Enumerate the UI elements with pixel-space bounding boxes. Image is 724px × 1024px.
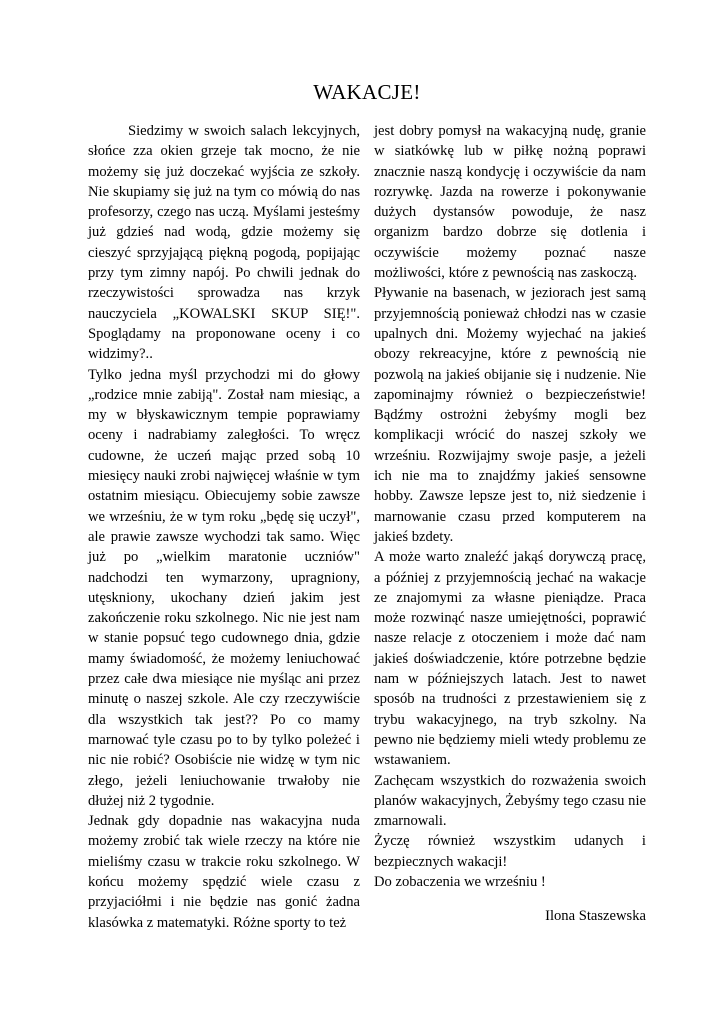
paragraph: jest dobry pomysł na wakacyjną nudę, granie w siatkówkę lub w piłkę nożną poprawi znacznie naszą kondycję i oczywiście da nam rozrywkę. Jazda na rowerze i pokonywanie dużych dystansów powoduje, że nasz organizm bardzo dobrze się dotlenia i oczywiście możemy poznać nasze możliwości, które z pewnością nas zaskoczą.: [374, 123, 646, 282]
paragraph: Zachęcam wszystkich do rozważenia swoich planów wakacyjnych, Żebyśmy tego czasu nie zmarnowali.: [374, 772, 646, 830]
article-title: WAKACJE!: [313, 80, 421, 104]
right-column: [374, 121, 646, 927]
paragraph: A może warto znaleźć jakąś dorywczą pracę, a później z przyjemnością jechać na wakacje ze znajomymi za własne pieniądze. Praca może rozwinąć nasze umiejętności, poprawić nasze relacje z otoczeniem i może dać nam jakieś doświadczenie, które potrzebne będzie nam w późniejszych latach. Jest to nawet sposób na trudności z przestawieniem się z trybu wakacyjnego, na tryb szkolny. Na pewno nie będziemy mieli wtedy problemu ze wstawaniem.: [374, 549, 646, 769]
paragraph: Tylko jedna myśl przychodzi mi do głowy „rodzice mnie zabiją". Został nam miesiąc, a my w błyskawicznym tempie poprawiamy oceny i nadrabiamy zaległości. To wręcz cudowne, że uczeń mając przed sobą 10 miesięcy nauki zrobi najwięcej właśnie w tym ostatnim miesiącu. Obiecujemy sobie zawsze we wrześniu, że w tym roku „będę się uczył", ale prawie zawsze wychodzi tak samo. Więc już po „wielkim maratonie uczniów" nadchodzi ten wymarzony, upragniony, utęskniony, ukochany dzień jakim jest zakończenie roku szkolnego. Nic nie jest nam w stanie popsuć tego cudownego dnia, gdzie mamy świadomość, że możemy leniuchować przez całe dwa miesiące nie myśląc ani przez minutę o naszej szkole. Ale czy rzeczywiście dla wszystkich tak jest?? Po co mamy marnować tyle czasu po to by tylko poleżeć i nic nie robić? Osobiście nie widzę w tym nic złego, jeżeli leniuchowanie trwałoby nie dłużej niż 2 tygodnie.: [88, 366, 360, 809]
paragraph: Pływanie na basenach, w jeziorach jest samą przyjemnością ponieważ chłodzi nas w czasie upalnych dni. Możemy wyjechać na jakieś obozy rekreacyjne, które z pewnością nie pozwolą na jakieś obijanie się i nudzenie. Nie zapominajmy również o bezpieczeństwie! Bądźmy ostrożni żebyśmy mogli bez komplikacji wrócić do naszej szkoły we wrześniu. Rozwijajmy swoje pasje, a jeżeli ich nie ma to znajdźmy jakieś sensowne hobby. Zawsze lepsze jest to, niż siedzenie i marnowanie czasu przed komputerem na jakieś bzdety.: [374, 285, 646, 545]
author-signature: Ilona Staszewska: [545, 908, 646, 925]
paragraph: Życzę również wszystkim udanych i bezpiecznych wakacji!: [374, 833, 646, 870]
paragraph: Jednak gdy dopadnie nas wakacyjna nuda możemy zrobić tak wiele rzeczy na które nie mieliśmy czasu w trakcie roku szkolnego. W końcu możemy spędzić wiele czasu z przyjaciółmi i nie będzie nas gonić żadna klasówka z matematyki. Różne sporty to też: [88, 813, 360, 931]
paragraph: Do zobaczenia we wrześniu !: [374, 873, 546, 890]
left-column: [88, 121, 360, 933]
paragraph: Siedzimy w swoich salach lekcyjnych, słońce zza okien grzeje tak mocno, że nie możemy się już doczekać wyjścia ze szkoły. Nie skupiamy się już na tym co mówią do nas profesorzy, czego nas uczą. Myślami jesteśmy już gdzieś nad wodą, gdzie możemy się cieszyć sprzyjającą piękną pogodą, popijając przy tym zimny napój. Po chwili jednak do rzeczywistości sprowadza nas krzyk nauczyciela „KOWALSKI SKUP SIĘ!". Spoglądamy na proponowane oceny i co widzimy?..: [88, 123, 360, 363]
